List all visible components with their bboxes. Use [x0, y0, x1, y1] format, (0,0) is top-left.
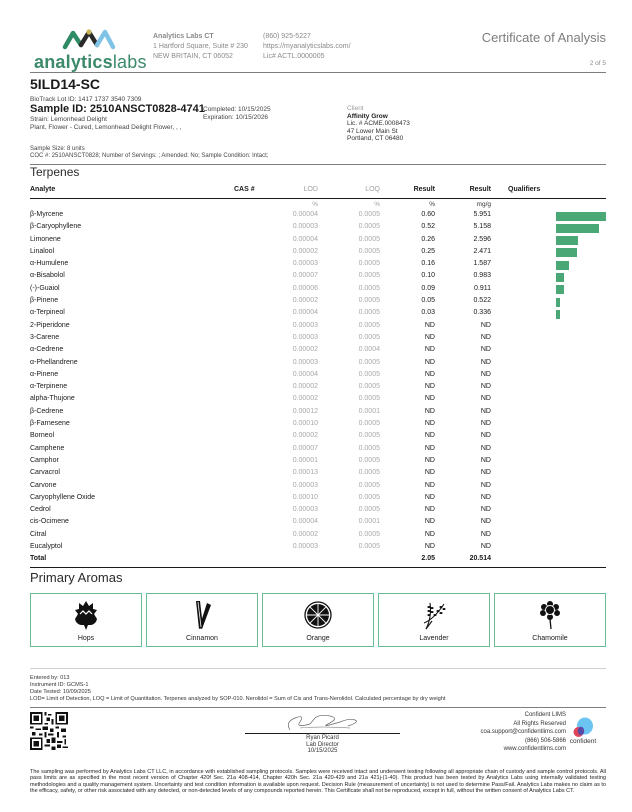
- sample-id: Sample ID: 2510ANSCT0828-4741: [30, 103, 205, 115]
- table-row: [30, 431, 606, 443]
- loq-value: 0.0005: [358, 333, 380, 341]
- analyte-name: Linalool: [30, 247, 55, 255]
- result-mg-per-g: ND: [480, 383, 491, 391]
- col-result-mg: Result: [469, 186, 491, 193]
- lod-value: 0.00010: [292, 420, 318, 428]
- table-row: [30, 542, 606, 554]
- loq-value: 0.0005: [358, 481, 380, 489]
- analyte-name: β-Myrcene: [30, 211, 64, 218]
- result-percent: 0.52: [421, 223, 435, 231]
- cinnamon-icon: [188, 599, 216, 631]
- result-percent: ND: [424, 444, 435, 452]
- result-percent: 0.09: [421, 284, 435, 292]
- result-mg-per-g: 0.911: [474, 284, 491, 292]
- signer-name: Ryan Picard: [306, 735, 339, 741]
- result-mg-per-g: ND: [480, 518, 491, 526]
- expiration-date: Expiration: 10/15/2026: [203, 114, 269, 121]
- loq-value: 0.0005: [358, 223, 380, 231]
- loq-value: 0.0005: [358, 420, 380, 428]
- sample-dates: [203, 106, 271, 122]
- table-row: [30, 271, 606, 283]
- result-mg-per-g: ND: [480, 407, 491, 415]
- result-mg-per-g: 2.471: [473, 247, 491, 255]
- result-mg-per-g: ND: [480, 346, 491, 354]
- result-percent: ND: [424, 432, 435, 440]
- lavender-icon: [420, 599, 448, 631]
- table-row: [30, 345, 606, 357]
- loq-value: 0.0005: [358, 321, 380, 329]
- qualifier-bar: [556, 285, 564, 294]
- analyte-name: cis-Ocimene: [30, 518, 69, 526]
- result-percent: 0.05: [421, 297, 435, 305]
- result-mg-per-g: ND: [480, 321, 491, 329]
- table-row: [30, 358, 606, 370]
- result-percent: ND: [424, 370, 435, 378]
- signature-line: [245, 733, 400, 734]
- lod-value: 0.00004: [292, 235, 318, 243]
- result-percent: 0.25: [421, 247, 435, 255]
- col-analyte: Analyte: [30, 186, 56, 193]
- analyte-name: α-Cedrene: [30, 346, 64, 354]
- analyte-name: β-Farnesene: [30, 420, 70, 428]
- result-mg-per-g: ND: [480, 469, 491, 477]
- terpenes-table-body: [30, 210, 606, 567]
- coc-info: COC #: 2510ANSCT0828; Number of Servings: ; Amended: No; Sample Condition: Intact;: [30, 153, 269, 159]
- aroma-label: Hops: [77, 635, 95, 642]
- strain-info: [30, 116, 181, 132]
- qr-code-icon[interactable]: [30, 712, 68, 750]
- loq-value: 0.0005: [358, 469, 380, 477]
- aroma-card-chamomile: [494, 593, 606, 647]
- lod-value: 0.00001: [292, 456, 318, 464]
- table-row: [30, 444, 606, 456]
- table-row: [30, 296, 606, 308]
- loq-value: 0.0005: [358, 284, 380, 292]
- table-row: [30, 505, 606, 517]
- lod-value: 0.00004: [292, 309, 318, 317]
- loq-value: 0.0001: [358, 407, 380, 415]
- loq-value: 0.0005: [358, 297, 380, 305]
- signature-image: [240, 710, 400, 734]
- loq-value: 0.0001: [358, 518, 380, 526]
- table-row: [30, 407, 606, 419]
- document-title: Certificate of Analysis: [481, 30, 606, 45]
- sample-code: 5ILD14-SC: [30, 76, 101, 92]
- table-total-row: [30, 554, 606, 566]
- table-bottom-rule: [30, 567, 606, 568]
- lims-email-link[interactable]: coa.support@confidentlims.com: [480, 729, 566, 735]
- signer-date: 10/15/2025: [307, 748, 338, 754]
- lod-value: 0.00013: [292, 469, 318, 477]
- table-row: [30, 321, 606, 333]
- aroma-card-hops: [30, 593, 142, 647]
- aroma-label: Lavender: [419, 635, 449, 642]
- lims-phone: (866) 506-5866: [524, 737, 566, 744]
- result-mg-per-g: 0.522: [473, 297, 491, 305]
- analyte-name: α-Bisabolol: [30, 272, 65, 280]
- analyte-name: α-Pinene: [30, 370, 59, 378]
- method-legend: LOD= Limit of Detection, LOQ = Limit of Quantitation. Terpenes analyzed by SOP-010. Nerolidol = Sum of Cis and Trans-Nerolidol. Calculated percentage by dry weight: [30, 696, 446, 702]
- client-name: Affinity Grow: [347, 112, 388, 120]
- lod-value: 0.00003: [292, 333, 318, 341]
- lims-website-link[interactable]: www.confidentlims.com: [503, 746, 566, 752]
- analyte-name: Cedrol: [30, 506, 51, 514]
- lab-address: [153, 32, 248, 62]
- loq-value: 0.0005: [358, 395, 380, 403]
- result-percent: 0.03: [421, 309, 435, 317]
- col-cas: CAS #: [234, 186, 255, 193]
- sample-details: [30, 146, 268, 160]
- loq-value: 0.0005: [358, 260, 380, 268]
- result-percent: 0.16: [421, 260, 435, 268]
- lod-value: 0.00007: [292, 272, 318, 280]
- confident-wordmark: confident: [569, 738, 597, 745]
- client-info: [347, 105, 410, 143]
- primary-aromas-title: Primary Aromas: [30, 570, 123, 585]
- table-row: [30, 370, 606, 382]
- lod-value: 0.00012: [292, 407, 318, 415]
- loq-value: 0.0005: [358, 272, 380, 280]
- table-row: [30, 382, 606, 394]
- lab-address-line1: 1 Hartford Square, Suite # 230: [153, 43, 248, 50]
- lod-value: 0.00003: [292, 506, 318, 514]
- result-mg-per-g: ND: [480, 333, 491, 341]
- analyte-name: Camphene: [30, 444, 65, 452]
- chamomile-icon: [536, 599, 564, 631]
- table-row: [30, 419, 606, 431]
- biotrack-lot-id: BioTrack Lot ID: 1417 1737 3540 7309: [30, 96, 142, 103]
- result-percent: ND: [424, 530, 435, 538]
- lod-value: 0.00004: [292, 211, 318, 218]
- lab-contact: [263, 32, 351, 62]
- table-row: [30, 468, 606, 480]
- analyte-name: Caryophyllene Oxide: [30, 493, 95, 501]
- analyte-name: Citral: [30, 530, 47, 538]
- analytics-labs-logo: [34, 28, 147, 74]
- result-mg-per-g: ND: [480, 530, 491, 538]
- loq-value: 0.0005: [358, 432, 380, 440]
- analyte-name: α-Phellandrene: [30, 358, 78, 366]
- loq-value: 0.0005: [358, 506, 380, 514]
- aroma-card-cinnamon: [146, 593, 258, 647]
- result-percent: ND: [424, 518, 435, 526]
- aroma-card-lavender: [378, 593, 490, 647]
- lab-phone: (860) 925-5227: [263, 33, 311, 40]
- table-row: [30, 481, 606, 493]
- lod-value: 0.00004: [292, 518, 318, 526]
- analyte-name: Camphor: [30, 456, 59, 464]
- result-mg-per-g: 1.587: [473, 260, 491, 268]
- entered-by: Entered by: 013: [30, 675, 70, 681]
- analyte-name: Eucalyptol: [30, 543, 63, 551]
- analyte-name: α-Humulene: [30, 260, 69, 268]
- result-percent: ND: [424, 333, 435, 341]
- client-label: Client: [347, 105, 364, 112]
- analyte-name: alpha-Thujone: [30, 395, 75, 403]
- sample-size: Sample Size: 8 units: [30, 146, 85, 152]
- lims-name: Confident LIMS: [524, 712, 566, 718]
- loq-value: 0.0004: [358, 346, 380, 354]
- lod-value: 0.00003: [292, 321, 318, 329]
- result-mg-per-g: ND: [480, 370, 491, 378]
- aroma-label: Chamomile: [532, 635, 568, 642]
- qualifier-bar: [556, 273, 564, 282]
- aromas-row: [30, 593, 606, 647]
- result-mg-per-g: ND: [480, 456, 491, 464]
- table-row: [30, 394, 606, 406]
- result-mg-per-g: 5.951: [473, 211, 491, 218]
- test-notes: [30, 675, 445, 703]
- loq-value: 0.0005: [358, 456, 380, 464]
- result-mg-per-g: ND: [480, 506, 491, 514]
- product-description: Plant, Flower - Cured, Lemonhead Delight Flower, , ,: [30, 124, 182, 131]
- result-percent: ND: [424, 383, 435, 391]
- lod-value: 0.00006: [292, 284, 318, 292]
- loq-value: 0.0005: [358, 309, 380, 317]
- lab-name: Analytics Labs CT: [153, 33, 214, 40]
- result-percent: ND: [424, 493, 435, 501]
- result-mg-per-g: ND: [480, 432, 491, 440]
- result-percent: ND: [424, 543, 435, 551]
- aroma-label: Orange: [306, 635, 330, 642]
- col-result-pct: Result: [413, 186, 435, 193]
- lod-value: 0.00003: [292, 223, 318, 231]
- table-row: [30, 210, 606, 222]
- table-row: [30, 493, 606, 505]
- result-percent: ND: [424, 420, 435, 428]
- logo-wordmark: analyticslabs: [34, 52, 147, 72]
- analyte-name: Borneol: [30, 432, 55, 440]
- result-percent: ND: [424, 407, 435, 415]
- loq-value: 0.0005: [358, 358, 380, 366]
- lab-address-line2: NEW BRITAIN, CT 06052: [153, 53, 233, 60]
- col-loq: LOQ: [365, 186, 380, 193]
- loq-value: 0.0005: [358, 211, 380, 218]
- loq-value: 0.0005: [358, 493, 380, 501]
- loq-value: 0.0005: [358, 383, 380, 391]
- lod-value: 0.00002: [292, 395, 318, 403]
- qualifier-bar: [556, 212, 606, 221]
- total-mg-per-g: 20.514: [469, 555, 491, 563]
- result-percent: 0.26: [421, 235, 435, 243]
- lod-value: 0.00002: [292, 297, 318, 305]
- analyte-name: β-Caryophyllene: [30, 223, 82, 231]
- lod-value: 0.00003: [292, 260, 318, 268]
- result-mg-per-g: ND: [480, 444, 491, 452]
- table-row: [30, 517, 606, 529]
- lims-rights: All Rights Reserved: [513, 720, 566, 727]
- qualifier-bar: [556, 224, 599, 233]
- client-address-line2: Portland, CT 06480: [347, 135, 404, 142]
- loq-value: 0.0005: [358, 543, 380, 551]
- logo-mark-icon: [62, 28, 116, 50]
- unit-result-mg: mg/g: [476, 201, 491, 208]
- lod-value: 0.00010: [292, 493, 318, 501]
- result-percent: ND: [424, 456, 435, 464]
- lod-value: 0.00002: [292, 247, 318, 255]
- loq-value: 0.0005: [358, 235, 380, 243]
- signer-block: [245, 735, 400, 755]
- lod-value: 0.00002: [292, 383, 318, 391]
- lod-value: 0.00003: [292, 358, 318, 366]
- instrument-id: Instrument ID: GCMS-1: [30, 682, 89, 688]
- result-percent: ND: [424, 321, 435, 329]
- table-row: [30, 222, 606, 234]
- aroma-label: Cinnamon: [186, 635, 218, 642]
- table-row: [30, 333, 606, 345]
- result-mg-per-g: ND: [480, 543, 491, 551]
- analyte-name: β-Cedrene: [30, 407, 64, 415]
- result-mg-per-g: ND: [480, 358, 491, 366]
- qualifier-bar: [556, 236, 578, 245]
- result-mg-per-g: 2.596: [473, 235, 491, 243]
- analyte-name: 3-Carene: [30, 333, 60, 341]
- lod-value: 0.00002: [292, 530, 318, 538]
- confident-logo-icon: [563, 717, 603, 739]
- hops-icon: [72, 599, 100, 631]
- client-address-line1: 47 Lower Main St: [347, 127, 398, 135]
- lab-license: Lic# ACTL.0000005: [263, 53, 325, 60]
- result-percent: ND: [424, 395, 435, 403]
- loq-value: 0.0005: [358, 247, 380, 255]
- page-number: 2 of 5: [589, 60, 606, 67]
- terpenes-title: Terpenes: [30, 165, 80, 179]
- result-mg-per-g: ND: [480, 481, 491, 489]
- completed-date: Completed: 10/15/2025: [203, 106, 271, 113]
- table-row: [30, 259, 606, 271]
- unit-result-pct: %: [429, 201, 435, 208]
- table-row: [30, 247, 606, 259]
- terpenes-table-header: [30, 186, 606, 199]
- table-row: [30, 530, 606, 542]
- result-percent: ND: [424, 506, 435, 514]
- date-tested: Date Tested: 10/09/2025: [30, 689, 91, 695]
- analyte-name: Limonene: [30, 235, 61, 243]
- analyte-name: Carvacrol: [30, 469, 60, 477]
- result-mg-per-g: 5.158: [473, 223, 491, 231]
- aroma-card-orange: [262, 593, 374, 647]
- loq-value: 0.0005: [358, 444, 380, 452]
- lod-value: 0.00003: [292, 481, 318, 489]
- qualifier-bar: [556, 261, 569, 270]
- lod-value: 0.00003: [292, 543, 318, 551]
- table-row: [30, 308, 606, 320]
- loq-value: 0.0005: [358, 370, 380, 378]
- result-mg-per-g: ND: [480, 493, 491, 501]
- lims-info: [481, 711, 566, 754]
- lab-website-link[interactable]: https://myanalyticslabs.com/: [263, 43, 351, 50]
- analyte-name: (-)-Guaiol: [30, 284, 60, 292]
- result-mg-per-g: 0.983: [473, 272, 491, 280]
- result-percent: ND: [424, 358, 435, 366]
- col-qualifiers: Qualifiers: [508, 186, 541, 193]
- lod-value: 0.00002: [292, 432, 318, 440]
- lod-value: 0.00002: [292, 346, 318, 354]
- lod-value: 0.00007: [292, 444, 318, 452]
- analyte-name: α-Terpinene: [30, 383, 68, 391]
- result-mg-per-g: ND: [480, 395, 491, 403]
- orange-icon: [304, 599, 332, 631]
- table-row: [30, 456, 606, 468]
- table-row: [30, 284, 606, 296]
- total-label: Total: [30, 555, 47, 563]
- table-row: [30, 235, 606, 247]
- terpenes-units-row: [30, 201, 606, 210]
- analyte-name: 2-Piperidone: [30, 321, 70, 329]
- qualifier-bar: [556, 310, 560, 319]
- result-mg-per-g: 0.336: [473, 309, 491, 317]
- col-lod: LOD: [303, 186, 318, 193]
- legal-disclaimer: The sampling was performed by Analytics Labs CT LLC, in accordance with established sampling protocols. Samples were received intact and underwent testing following all appropriate chain of custody and sample control protocols. All pass limits are as specified in the most recent version of Chapter 420f Sec. 21a 408-414, Chapter 420h Sec. 21a 420-429 and 21a 421j-(1-40). This product has been tested by Analytics Labs using internally validated testing methodologies and a quality management system. Uncertainty and test condition information is available upon request. Decision Rule (measurement of uncertainty) is not used to determine Pass/Fail. Analytics Labs makes no claim as to the efficacy, safety, or other risk associated with any detected, or non-detected levels of any compounds reported herein. This Certificate shall not be reproduced, except in full, without the written consent of Analytics Labs CT.: [30, 769, 606, 794]
- analyte-name: β-Pinene: [30, 297, 59, 305]
- lod-value: 0.00004: [292, 370, 318, 378]
- result-percent: ND: [424, 346, 435, 354]
- signer-title: Lab Director: [306, 741, 339, 748]
- qualifier-bar: [556, 298, 560, 307]
- unit-lod: %: [312, 201, 318, 208]
- confident-logo: [563, 717, 603, 749]
- result-percent: 0.10: [421, 272, 435, 280]
- client-license: Lic. # ACME.0008473: [347, 120, 410, 127]
- result-percent: 0.60: [421, 211, 435, 218]
- footer-divider: [30, 668, 606, 669]
- analyte-name: Carvone: [30, 481, 57, 489]
- analyte-name: α-Terpineol: [30, 309, 65, 317]
- result-mg-per-g: ND: [480, 420, 491, 428]
- section-divider: [30, 164, 606, 165]
- loq-value: 0.0005: [358, 530, 380, 538]
- result-percent: ND: [424, 469, 435, 477]
- result-percent: ND: [424, 481, 435, 489]
- qualifier-bar: [556, 248, 577, 257]
- footer-divider-2: [30, 707, 606, 708]
- total-percent: 2.05: [421, 555, 435, 563]
- strain: Strain: Lemonhead Delight: [30, 116, 107, 123]
- header-divider: [30, 72, 606, 73]
- unit-loq: %: [374, 201, 380, 208]
